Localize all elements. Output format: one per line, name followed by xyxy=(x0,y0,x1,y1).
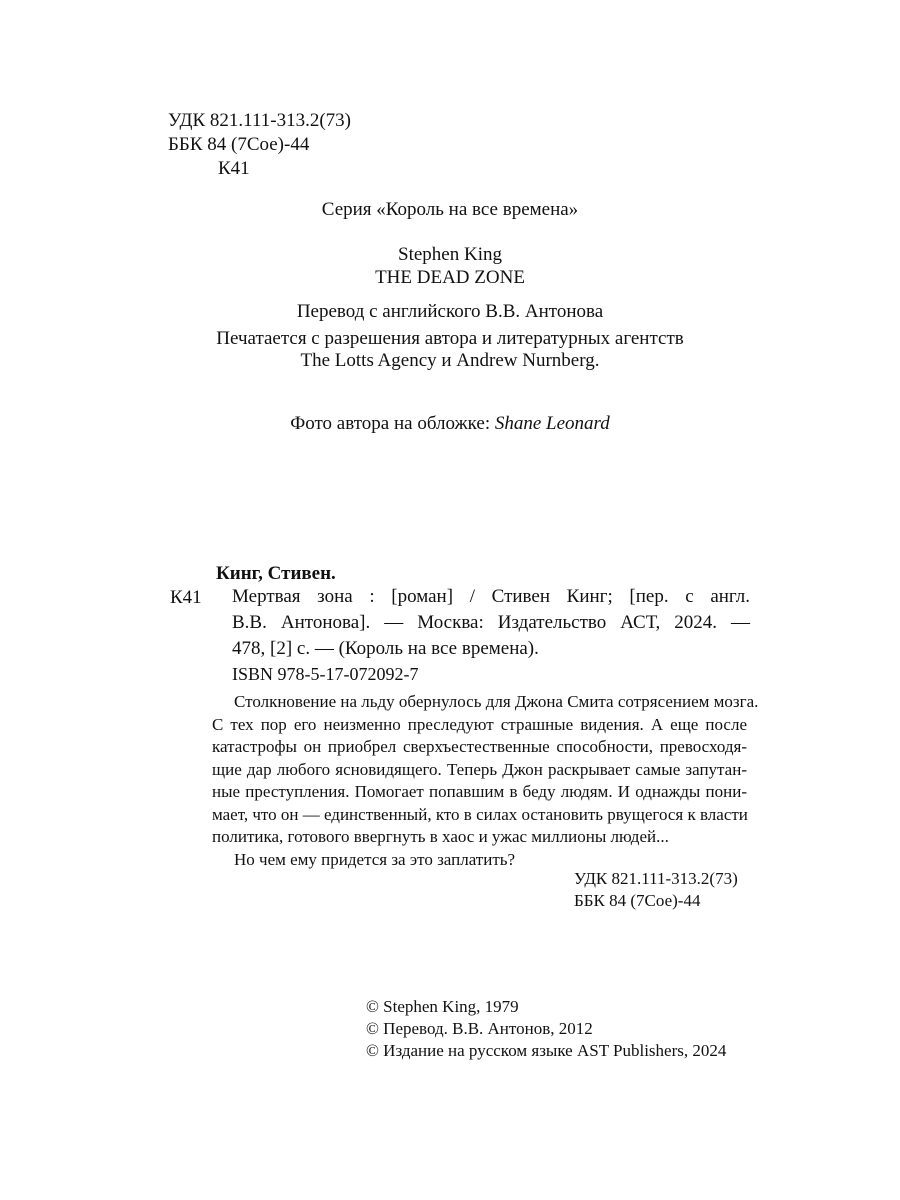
annotation-line: щие дар любого ясновидящего. Теперь Джон раскрывает самые запутан- xyxy=(212,759,747,779)
catalog-description xyxy=(232,584,750,662)
catalog-heading: Кинг, Стивен. xyxy=(216,563,336,584)
isbn: ISBN 978-5-17-072092-7 xyxy=(232,664,419,684)
annotation-line: С тех пор его неизменно преследуют страшные видения. А еще после xyxy=(212,714,747,734)
udk-code: УДК 821.111-313.2(73) xyxy=(168,110,351,131)
permission-line-2: The Lotts Agency и Andrew Nurnberg. xyxy=(300,350,600,371)
photo-credit-name: Shane Leonard xyxy=(494,413,610,434)
copyright-line: © Издание на русском языке AST Publishers, 2024 xyxy=(366,1041,727,1060)
annotation xyxy=(212,691,759,871)
footer-udk-code: УДК 821.111-313.2(73) xyxy=(574,869,738,888)
catalog-description-line: В.В. Антонова]. — Москва: Издательство АСТ, 2024. — xyxy=(232,612,750,633)
annotation-line: Но чем ему придется за это заплатить? xyxy=(234,849,516,869)
original-author: Stephen King xyxy=(398,244,502,265)
copyright-line: © Stephen King, 1979 xyxy=(366,997,519,1016)
photo-credit xyxy=(0,412,900,436)
footer-bbk-code: ББК 84 (7Сое)-44 xyxy=(574,891,701,910)
photo-credit-label: Фото автора на обложке: xyxy=(290,413,491,434)
annotation-line: Столкновение на льду обернулось для Джона Смита сотрясением мозга. xyxy=(234,692,759,711)
bbk-code: ББК 84 (7Сое)-44 xyxy=(168,134,310,155)
annotation-line: катастрофы он приобрел сверхъестественные способности, превосходя- xyxy=(212,737,747,756)
series-title: Серия «Король на все времена» xyxy=(321,199,579,220)
catalog-description-line: 478, [2] с. — (Король на все времена). xyxy=(232,638,539,659)
author-mark: К41 xyxy=(218,158,250,179)
copyright-line: © Перевод. В.В. Антонов, 2012 xyxy=(366,1019,593,1038)
annotation-line: политика, готового ввергнуть в хаос и ужас миллионы людей... xyxy=(212,827,669,846)
translation-credit: Перевод с английского В.В. Антонова xyxy=(296,301,604,322)
catalog-description-line: Мертвая зона : [роман] / Стивен Кинг; [пер. с англ. xyxy=(232,586,750,607)
permission-line-1: Печатается с разрешения автора и литературных агентств xyxy=(216,328,684,349)
catalog-mark: К41 xyxy=(170,587,202,608)
annotation-line: ные преступления. Помогает попавшим в беду людям. И однажды пони- xyxy=(212,782,747,801)
annotation-line: мает, что он — единственный, кто в силах остановить рвущегося к власти xyxy=(212,804,748,824)
original-title: THE DEAD ZONE xyxy=(375,267,525,288)
